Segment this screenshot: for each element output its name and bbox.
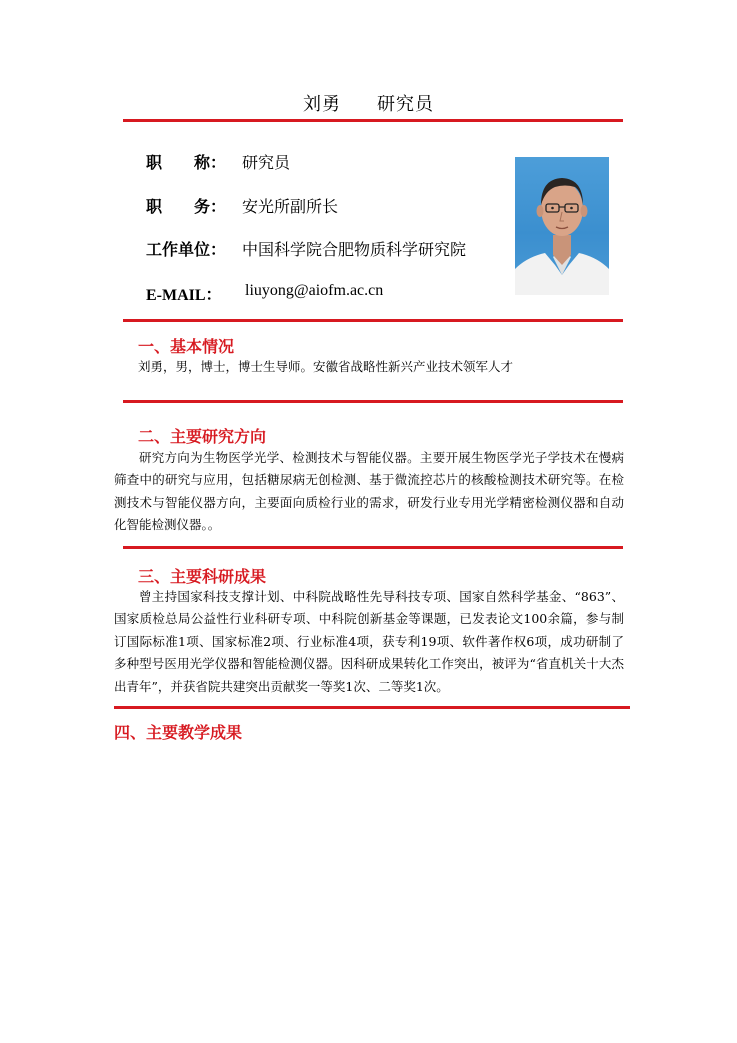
duty-value: 安光所副所长 bbox=[242, 197, 339, 216]
section-achievements-heading: 三、主要科研成果 bbox=[138, 567, 267, 586]
portrait-illustration bbox=[515, 157, 609, 295]
section-research-heading: 二、主要研究方向 bbox=[138, 427, 267, 446]
section-achievements-text bbox=[114, 586, 624, 698]
profile-divider bbox=[123, 319, 623, 322]
title-label: 职 称： bbox=[146, 153, 227, 172]
section-basic-heading: 一、基本情况 bbox=[138, 337, 235, 356]
duty-label: 职 务： bbox=[146, 197, 227, 216]
email-value: liuyong@aiofm.ac.cn bbox=[245, 282, 384, 299]
section-research-divider bbox=[123, 546, 623, 549]
section-basic-divider bbox=[123, 400, 623, 403]
section-research-paragraph: 研究方向为生物医学光学、检测技术与智能仪器。主要开展生物医学光子学技术在慢病筛查中的研究与应用，包括糖尿病无创检测、基于微流控芯片的核酸检测技术研究等。在检测技术与智能仪器方向，主要面向质检行业的需求，研发行业专用光学精密检测仪器和自动化智能检测仪器。。 bbox=[114, 450, 624, 533]
title-divider bbox=[123, 119, 623, 122]
section-research-text bbox=[114, 447, 624, 537]
page-title bbox=[0, 90, 737, 116]
section-basic-paragraph: 刘勇，男，博士，博士生导师。安徽省战略性新兴产业技术领军人才 bbox=[138, 359, 514, 374]
section-basic-text bbox=[138, 356, 618, 378]
section-teaching-heading: 四、主要教学成果 bbox=[114, 723, 243, 742]
section-achievements-paragraph: 曾主持国家科技支撑计划、中科院战略性先导科技专项、国家自然科学基金、“863”、国家质检总局公益性行业科研专项、中科院创新基金等课题，已发表论文100余篇，参与制订国际标准1项、国家标准2项、行业标准4项，获专利19项、软件著作权6项，成功研制了多种型号医用光学仪器和智能检测仪器。因科研成果转化工作突出，被评为“省直机关十大杰出青年”，并获省院共建突出贡献奖一等奖1次、二等奖1次。 bbox=[114, 589, 624, 694]
title-value: 研究员 bbox=[242, 153, 291, 172]
email-label: E-MAIL： bbox=[146, 287, 222, 304]
person-name: 刘勇 bbox=[303, 94, 341, 115]
person-position: 研究员 bbox=[377, 94, 434, 115]
portrait-photo bbox=[515, 157, 609, 295]
unit-label: 工作单位： bbox=[146, 240, 227, 259]
unit-value: 中国科学院合肥物质科学研究院 bbox=[242, 240, 467, 259]
section-achievements-divider bbox=[114, 706, 630, 709]
